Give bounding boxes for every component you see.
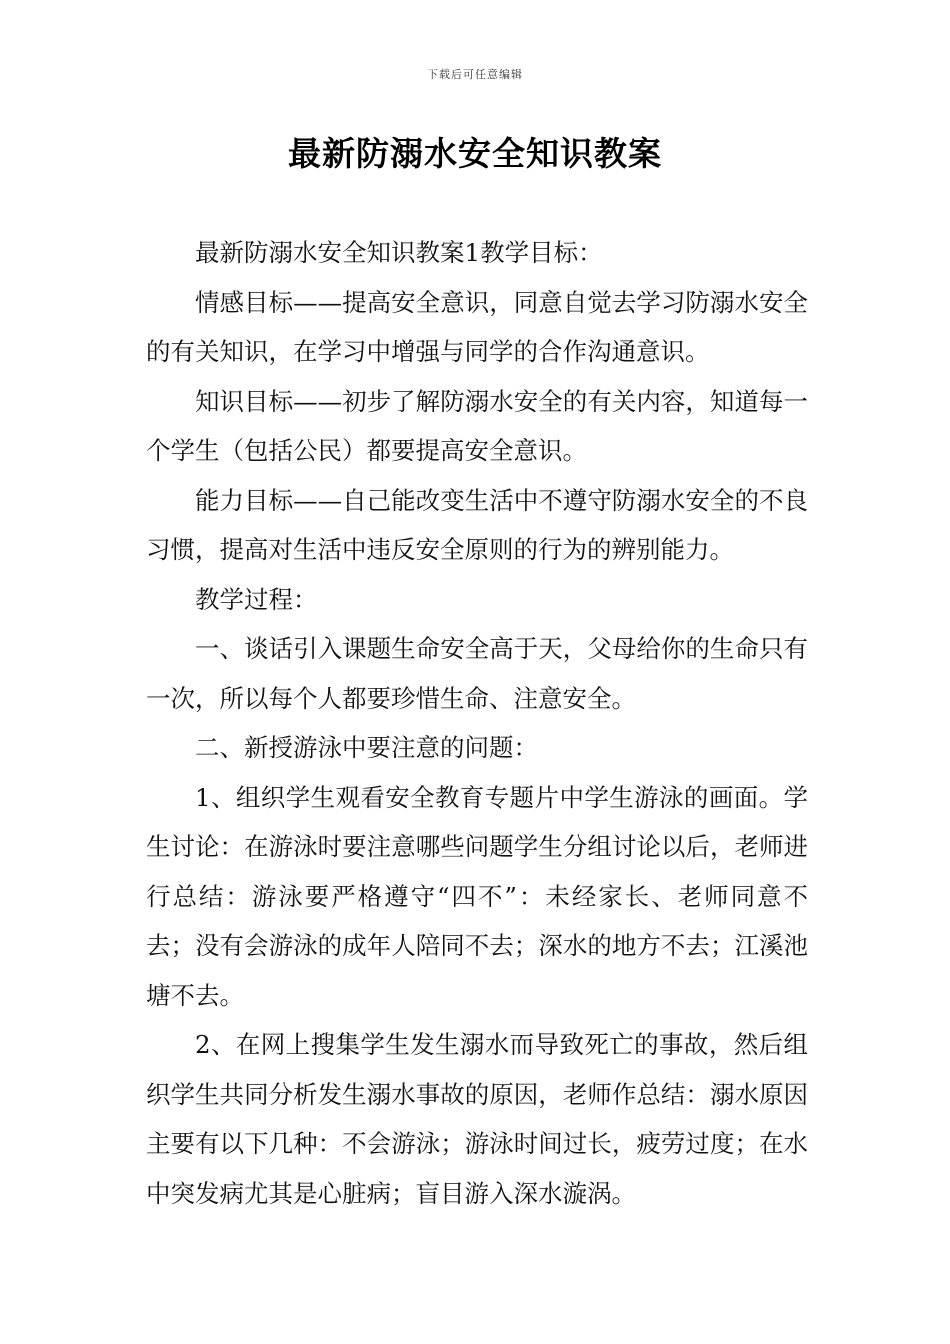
document-body <box>146 228 808 1218</box>
header-note: 下载后可任意编辑 <box>427 68 523 81</box>
paragraph-ability-goal: 能力目标——自己能改变生活中不遵守防溺水安全的不良习惯，提高对生活中违反安全原则的行为的辨别能力。 <box>146 485 808 564</box>
paragraph-intro: 一、谈话引入课题生命安全高于天，父母给你的生命只有一次，所以每个人都要珍惜生命、注意安全。 <box>146 634 808 713</box>
paragraph-item-one: 1、组织学生观看安全教育专题片中学生游泳的画面。学生讨论：在游泳时要注意哪些问题学生分组讨论以后，老师进行总结：游泳要严格遵守“四不”：未经家长、老师同意不去；没有会游泳的成年人陪同不去；深水的地方不去；江溪池塘不去。 <box>146 782 808 1010</box>
document-title: 最新防溺水安全知识教案 <box>288 134 662 173</box>
paragraph-section-two-heading: 二、新授游泳中要注意的问题： <box>195 733 538 762</box>
paragraph-objectives-heading: 最新防溺水安全知识教案1教学目标： <box>195 238 603 267</box>
paragraph-emotional-goal: 情感目标——提高安全意识，同意自觉去学习防溺水安全的有关知识，在学习中增强与同学的合作沟通意识。 <box>146 287 808 366</box>
paragraph-process-heading: 教学过程： <box>195 584 318 614</box>
paragraph-item-two: 2、在网上搜集学生发生溺水而导致死亡的事故，然后组织学生共同分析发生溺水事故的原因，老师作总结：溺水原因主要有以下几种：不会游泳；游泳时间过长，疲劳过度；在水中突发病尤其是心脏病；盲目游入深水漩涡。 <box>146 1030 808 1208</box>
paragraph-knowledge-goal: 知识目标——初步了解防溺水安全的有关内容，知道每一个学生（包括公民）都要提高安全意识。 <box>146 386 808 465</box>
